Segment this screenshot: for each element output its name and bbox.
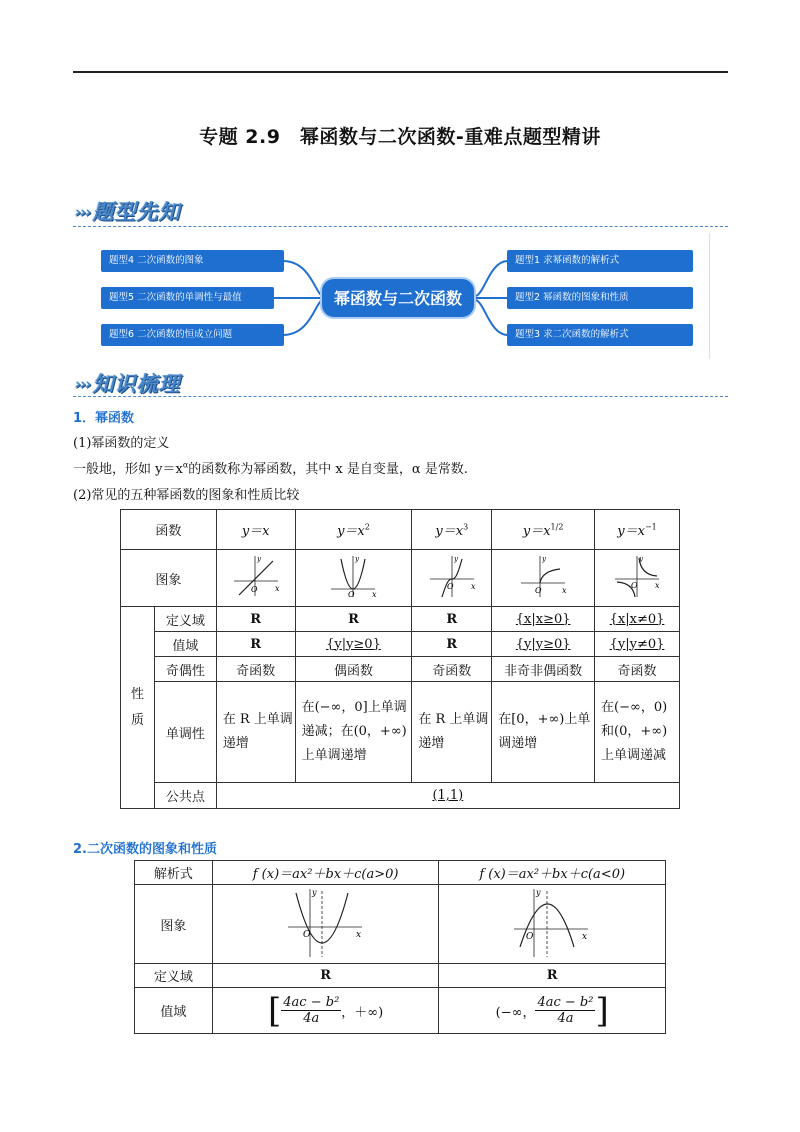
power-function-definition: 一般地，形如 $y=x^\alpha$的函数称为幂函数，其中 x 是自变量，α 是常数.	[73, 460, 468, 477]
range-a-negative: (−∞， $\frac{\text{4ac − b²}}{4a}$ ]	[439, 988, 666, 1034]
banner-knowledge	[75, 368, 181, 398]
label-graph: 图象	[135, 885, 213, 964]
domain-a-positive: R	[212, 964, 439, 988]
graph-label: 图象	[121, 550, 217, 607]
properties-label: 性质	[121, 607, 155, 809]
mindmap-node-type4[interactable]: 题型4 二次函数的图象	[101, 250, 284, 272]
page-title: 专题 2.9 幂函数与二次函数-重难点题型精讲	[199, 126, 601, 148]
svg-text:y: y	[355, 555, 360, 563]
row-label-parity: 奇偶性	[154, 657, 216, 682]
svg-text:O: O	[526, 932, 534, 942]
parity-cell: 非奇非偶函数	[492, 657, 595, 682]
monotonicity-cell: 在(−∞，0]上单调递减；在(0，+∞)上单调递增	[295, 682, 412, 783]
mindmap-node-type1[interactable]: 题型1 求幂函数的解析式	[507, 250, 693, 272]
svg-text:O: O	[348, 590, 356, 599]
section2-heading: 2.二次函数的图象和性质	[73, 842, 217, 857]
section1-heading: 1．幂函数	[73, 411, 135, 426]
svg-text:y: y	[542, 555, 547, 563]
graph-y-x	[216, 550, 295, 607]
svg-text:y: y	[256, 555, 261, 563]
expression-a-positive: f (x)＝ax²＋bx＋c(a>0)	[212, 861, 439, 885]
domain-cell: R	[412, 607, 492, 632]
domain-cell: R	[295, 607, 412, 632]
graph-y-x3	[412, 550, 492, 607]
mindmap-node-type3[interactable]: 题型3 求二次函数的解析式	[507, 324, 693, 346]
label-range: 值域	[135, 988, 213, 1034]
svg-text:x: x	[372, 590, 377, 599]
svg-text:O: O	[446, 582, 454, 591]
domain-cell: {x|x≠0}	[595, 607, 680, 632]
graph-y-inverse	[595, 550, 680, 607]
expression-a-negative: f (x)＝ax²＋bx＋c(a<0)	[439, 861, 666, 885]
monotonicity-cell: 在(−∞，0)和(0，+∞)上单调递减	[595, 682, 680, 783]
mindmap-node-type2[interactable]: 题型2 幂函数的图象和性质	[507, 287, 693, 309]
svg-text:O: O	[631, 581, 638, 590]
header-fn-4: $y=x^{1/2}$	[492, 510, 595, 550]
monotonicity-cell: 在 R 上单调递增	[216, 682, 295, 783]
row-label-common-point: 公共点	[154, 783, 216, 809]
banner-divider	[73, 396, 728, 397]
header-fn-2: $y=x^2$	[295, 510, 412, 550]
svg-text:O: O	[250, 585, 258, 594]
svg-text:O: O	[302, 930, 310, 940]
domain-cell: {x|x≥0}	[492, 607, 595, 632]
header-function-label: 函数	[121, 510, 217, 550]
domain-cell: R	[216, 607, 295, 632]
row-label-range: 值域	[154, 632, 216, 657]
monotonicity-cell: 在 R 上单调递增	[412, 682, 492, 783]
header-fn-5: $y=x^{-1}$	[595, 510, 680, 550]
parity-cell: 偶函数	[295, 657, 412, 682]
svg-text:x: x	[582, 932, 588, 942]
banner-arrows-icon: ›››	[75, 203, 91, 221]
graph-y-sqrt	[492, 550, 595, 607]
svg-text:O: O	[535, 586, 542, 595]
mindmap-center[interactable]: 幂函数与二次函数	[320, 277, 476, 319]
graph-y-x2	[295, 550, 412, 607]
label-expression: 解析式	[135, 861, 213, 885]
svg-text:x: x	[562, 586, 567, 595]
range-cell: R	[216, 632, 295, 657]
graph-upward-parabola	[212, 885, 439, 964]
row-label-domain: 定义域	[154, 607, 216, 632]
graph-downward-parabola	[439, 885, 666, 964]
section1-sub1: (1)幂函数的定义	[73, 436, 170, 451]
svg-text:y: y	[453, 555, 458, 563]
svg-text:y: y	[311, 888, 317, 897]
svg-text:x: x	[355, 930, 361, 940]
common-point-value: (1,1)	[216, 783, 679, 809]
parity-cell: 奇函数	[595, 657, 680, 682]
mindmap-node-type6[interactable]: 题型6 二次函数的恒成立问题	[101, 324, 284, 346]
range-cell: {y|y≠0}	[595, 632, 680, 657]
svg-text:x: x	[655, 581, 660, 590]
header-fn-3: $y=x^3$	[412, 510, 492, 550]
row-label-monotonicity: 单调性	[154, 682, 216, 783]
banner-arrows-icon: ›››	[75, 375, 91, 393]
banner-label: 题型先知	[92, 200, 181, 224]
parity-cell: 奇函数	[216, 657, 295, 682]
parity-cell: 奇函数	[412, 657, 492, 682]
svg-text:x: x	[274, 584, 280, 593]
range-cell: R	[412, 632, 492, 657]
header-fn-1: y＝x	[216, 510, 295, 550]
monotonicity-cell: 在[0，+∞)上单调递增	[492, 682, 595, 783]
quadratic-table	[134, 860, 666, 1034]
range-cell: {y|y≥0}	[492, 632, 595, 657]
svg-text:y: y	[639, 555, 643, 563]
range-cell: {y|y≥0}	[295, 632, 412, 657]
section1-sub2: (2)常见的五种幂函数的图象和性质比较	[73, 488, 300, 503]
domain-a-negative: R	[439, 964, 666, 988]
mindmap-node-type5[interactable]: 题型5 二次函数的单调性与最值	[101, 287, 274, 309]
svg-text:x: x	[470, 582, 476, 591]
banner-label: 知识梳理	[92, 372, 181, 396]
range-a-positive: [ $\frac{\text{4ac − b²}}{4a}$ ，＋∞)	[212, 988, 439, 1034]
svg-text:y: y	[536, 888, 541, 897]
power-function-table	[120, 509, 680, 809]
label-domain: 定义域	[135, 964, 213, 988]
